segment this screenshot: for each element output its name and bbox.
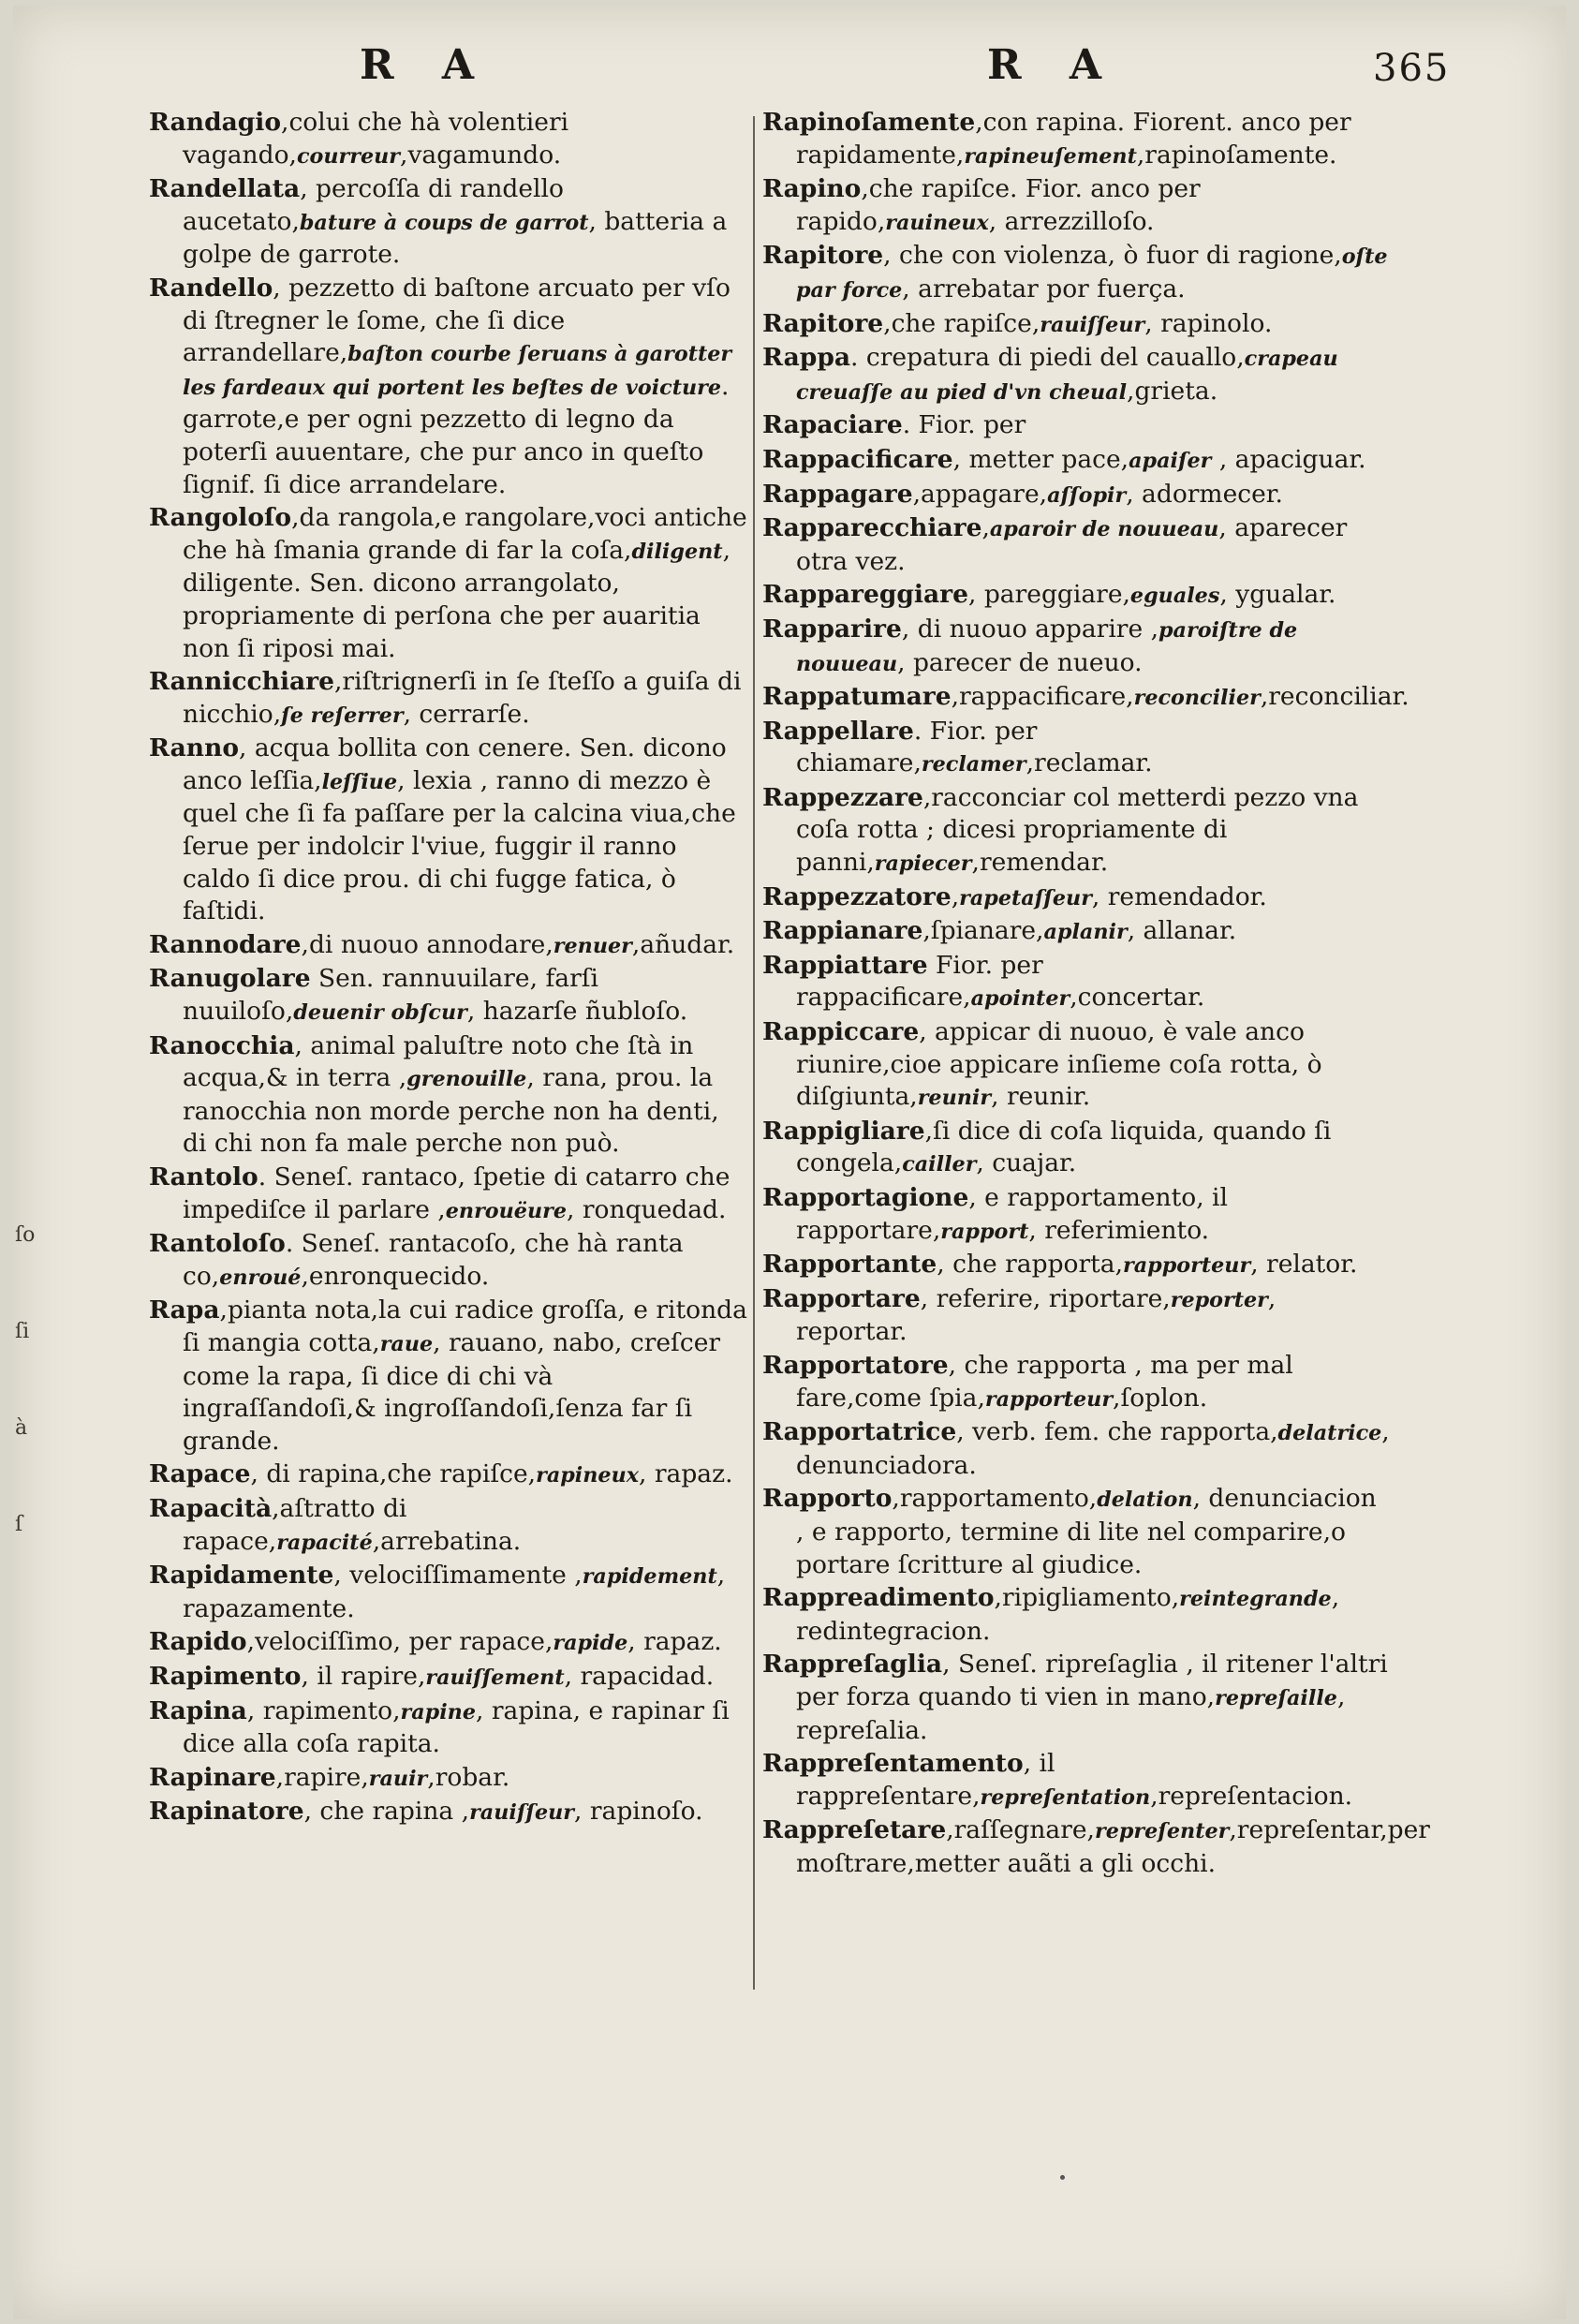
italian-definition: , il rapire, [301, 1661, 426, 1691]
dictionary-entry [762, 681, 1409, 715]
dictionary-entry [762, 512, 1390, 578]
spanish-equivalent: , rapaz. [627, 1627, 722, 1657]
spanish-equivalent: ,grieta. [1127, 376, 1218, 406]
margin-annotations [15, 1223, 71, 2066]
french-equivalent: cailler [902, 1152, 977, 1177]
french-equivalent: diligent [631, 539, 723, 564]
dictionary-entry [762, 1649, 1390, 1747]
spanish-equivalent: , rapina, e rapinar ſi dice alla coſa rapita. [183, 1695, 730, 1759]
spanish-equivalent: , cuajar. [976, 1148, 1077, 1178]
italian-definition: , percoſſa di randello aucetato, [183, 174, 564, 236]
dictionary-entry [762, 1483, 1390, 1581]
headword: Rapino [762, 174, 862, 204]
spanish-equivalent: ,añudar. [631, 929, 735, 959]
french-equivalent: rapineuſement [964, 143, 1137, 169]
french-equivalent: grenouille [406, 1067, 527, 1092]
headword: Rapacità [149, 1493, 273, 1523]
headword: Rappianare [762, 916, 923, 946]
french-equivalent: reintegrande [1179, 1587, 1332, 1612]
dictionary-entry [149, 929, 748, 963]
dictionary-entry [149, 1560, 748, 1625]
dictionary-entry [762, 1350, 1390, 1415]
dictionary-entry [149, 502, 748, 665]
italian-definition: ,ſpianare, [922, 916, 1044, 946]
italian-definition: ,raſſegnare, [946, 1815, 1095, 1845]
dictionary-entry [149, 1626, 748, 1660]
headword: Rapportatrice [762, 1417, 957, 1447]
spanish-equivalent: , rapinolo. [1144, 308, 1273, 338]
italian-definition: ,colui che hà volentieri vagando, [183, 108, 569, 170]
headword: Ranocchia [149, 1030, 295, 1060]
spanish-equivalent: ,repreſentar,per moſtrare,metter auãti a gli occhi. [796, 1815, 1430, 1878]
italian-definition: , referire, riportare, [920, 1283, 1171, 1313]
spanish-equivalent: ,reclamar. [1026, 748, 1153, 778]
spanish-equivalent: , rapazamente. [183, 1561, 726, 1623]
headword: Rappellare [762, 716, 914, 746]
french-equivalent: delatrice [1277, 1421, 1382, 1446]
french-equivalent: rapiecer [874, 851, 972, 877]
headword: Rappreſetare [762, 1815, 947, 1845]
margin-mark: ſi [15, 1320, 30, 1343]
spanish-equivalent: ,ſoplon. [1113, 1383, 1208, 1413]
spanish-equivalent: ,rapinoſamente. [1136, 140, 1337, 170]
italian-definition: , di rapina,che rapiſce, [250, 1459, 537, 1489]
headword: Rappezzare [762, 782, 923, 812]
dictionary-entry [762, 1249, 1390, 1282]
dictionary-entry [762, 782, 1390, 881]
dictionary-entry [762, 716, 1390, 781]
italian-definition: ,ripigliamento, [994, 1583, 1180, 1613]
french-equivalent: raue [379, 1331, 434, 1356]
spanish-equivalent: , rapinoſo. [574, 1797, 703, 1827]
french-equivalent: ſe reſerrer [281, 703, 404, 728]
italian-definition: Fior. per rappacificare, [796, 950, 1043, 1013]
spanish-equivalent: , hazarſe ñubloſo. [466, 997, 688, 1027]
french-equivalent: aparoir de nouueau [989, 517, 1219, 542]
headword: Rappa [762, 343, 851, 373]
spanish-equivalent: , rapaz. [639, 1459, 733, 1489]
headword: Rantoloſo [149, 1229, 286, 1259]
french-equivalent: repreſentation [980, 1784, 1151, 1810]
italian-definition: . Seneſ. rantacoſo, che hà ranta co, [183, 1229, 684, 1291]
left-column [149, 107, 748, 1830]
spanish-equivalent: , diligente. Sen. dicono arrangolato, propriamente di perſona che per auaritia non ſi riposi mai. [183, 535, 730, 663]
french-equivalent: rapacité [276, 1530, 373, 1555]
headword: Rapitore [762, 241, 884, 271]
spanish-equivalent: , relator. [1250, 1250, 1358, 1280]
dictionary-entry [762, 1182, 1390, 1248]
dictionary-entry [149, 666, 748, 732]
italian-definition: , rapimento, [246, 1695, 401, 1725]
spanish-equivalent: , remendador. [1091, 881, 1267, 911]
italian-definition: ,pianta nota,la cui radice groſſa, e ritonda ſi mangia cotta, [183, 1295, 747, 1357]
dictionary-entry [149, 1695, 748, 1761]
french-equivalent: rapide [553, 1631, 628, 1656]
french-equivalent: baſton courbe ſeruans à garotter les fardeaux qui portent les beſtes de voicture [183, 342, 732, 400]
dictionary-entry [762, 342, 1390, 408]
spanish-equivalent: , cerrarſe. [403, 699, 530, 729]
spanish-equivalent: ,vagamundo. [400, 140, 562, 170]
italian-definition: Sen. rannuuilare, farſi nuuiloſo, [183, 964, 599, 1027]
dictionary-entry [762, 1814, 1430, 1880]
headword: Rapinatore [149, 1797, 304, 1827]
headword: Rapimento [149, 1661, 302, 1691]
dictionary-entry [762, 479, 1390, 512]
headword: Rapparire [762, 614, 902, 644]
dictionary-entry [762, 614, 1390, 680]
spanish-equivalent: , reportar. [796, 1283, 1276, 1347]
dictionary-entry [762, 1416, 1390, 1482]
headword: Rangoloſo [149, 503, 292, 533]
italian-definition: ,velociſſimo, per rapace, [246, 1627, 553, 1657]
headword: Rapinare [149, 1762, 276, 1792]
right-column [762, 107, 1430, 1881]
headword: Rappigliare [762, 1116, 925, 1146]
italian-definition: . crepatura di piedi del cauallo, [850, 343, 1245, 373]
dictionary-entry [762, 1116, 1390, 1181]
dictionary-entry [149, 107, 748, 172]
dictionary-entry [762, 950, 1390, 1015]
margin-mark: ſo [15, 1223, 36, 1247]
italian-definition: , pareggiare, [967, 580, 1130, 610]
french-equivalent: enroué [219, 1265, 302, 1290]
french-equivalent: reconcilier [1133, 686, 1261, 711]
dictionary-entry [149, 1796, 748, 1829]
spanish-equivalent: , referimiento. [1028, 1215, 1210, 1245]
headword: Rapportagione [762, 1183, 969, 1212]
french-equivalent: reporter [1170, 1287, 1268, 1312]
headword: Randello [149, 273, 273, 303]
dictionary-entry [149, 1162, 748, 1227]
spanish-equivalent: , aparecer otra vez. [796, 513, 1348, 576]
italian-definition: ,da rangola,e rangolare,voci antiche che hà ſmania grande di far la coſa, [183, 503, 747, 565]
dictionary-entry [149, 173, 748, 272]
italian-definition: ,racconciar col metterdi pezzo vna coſa rotta ; dicesi propriamente di panni, [796, 782, 1359, 878]
spanish-equivalent: ,enronquecido. [301, 1261, 490, 1291]
spanish-equivalent: , arrebatar por fuerça. [902, 274, 1186, 303]
dictionary-entry [762, 1016, 1390, 1115]
dictionary-entry [149, 963, 748, 1029]
italian-definition: , pezzetto di baſtone arcuato per vſo di ſtregner le ſome, che ſi dice arrandellare, [183, 273, 730, 368]
dictionary-entry [149, 733, 748, 928]
headword: Rappatumare [762, 682, 952, 712]
italian-definition: ,che rapiſce, [883, 308, 1040, 338]
spanish-equivalent: . garrote,e per ogni pezzetto di legno da poterſi auuentare, che pur anco in queſto ſignif. ſi dice arrandelare. [183, 371, 730, 499]
italian-definition: ,rapportamento, [892, 1484, 1098, 1514]
dictionary-entry [149, 1228, 748, 1294]
dictionary-entry [149, 1493, 748, 1559]
italian-definition: , acqua bollita con cenere. Sen. dicono anco leſſia, [183, 733, 727, 795]
headword: Rantolo [149, 1162, 258, 1192]
italian-definition: ,ſi dice di coſa liquida, quando ſi congela, [796, 1116, 1332, 1178]
french-equivalent: enrouëure [445, 1198, 568, 1223]
headword: Rappiattare [762, 950, 928, 980]
headword: Rappareggiare [762, 580, 968, 610]
italian-definition: . Fior. per [902, 410, 1026, 440]
running-head-right: R A [987, 41, 1119, 89]
italian-definition: , [981, 513, 990, 543]
spanish-equivalent: ,reconciliar. [1260, 682, 1409, 712]
french-equivalent: reunir [917, 1086, 992, 1111]
french-equivalent: reclamer [921, 752, 1026, 777]
french-equivalent: leſſiue [321, 769, 398, 794]
headword: Randellata [149, 174, 301, 204]
headword: Rapina [149, 1695, 247, 1725]
french-equivalent: rapetaſſeur [959, 885, 1092, 910]
french-equivalent: rapporteur [1123, 1253, 1251, 1279]
italian-definition: , che rapina , [303, 1797, 470, 1827]
headword: Rapidamente [149, 1561, 334, 1591]
italian-definition: ,appagare, [912, 479, 1048, 509]
spanish-equivalent: , ronquedad. [567, 1194, 727, 1224]
spanish-equivalent: , lexia , ranno di mezzo è quel che ſi fa paſſare per la calcina viua,che ſerue per indolcir l'viue, fuggir il ranno caldo ſi dice prou. di chi fugge fatica, ò faſtidi. [183, 765, 736, 926]
headword: Rapportatore [762, 1350, 949, 1380]
dictionary-entry [762, 1582, 1390, 1648]
french-equivalent: rauiſſement [425, 1665, 565, 1690]
italian-definition: ,con rapina. Fiorent. anco per rapidamente, [796, 108, 1351, 170]
italian-definition: . Seneſ. rantaco, ſpetie di catarro che impediſce il parlare , [183, 1162, 730, 1224]
french-equivalent: repreſenter [1094, 1819, 1230, 1844]
headword: Rappagare [762, 479, 913, 509]
french-equivalent: apointer [970, 986, 1070, 1012]
headword: Rappreſaglia [762, 1650, 943, 1680]
dictionary-entry [762, 1748, 1390, 1813]
dictionary-entry [149, 273, 748, 501]
french-equivalent: aplanir [1043, 920, 1128, 945]
headword: Rapportare [762, 1283, 921, 1313]
headword: Rannicchiare [149, 667, 334, 697]
spanish-equivalent: , parecer de nueuo. [897, 647, 1143, 677]
italian-definition: ,riſtrignerſi in ſe ſteſſo a guiſa di nicchio, [183, 667, 742, 729]
french-equivalent: bature à coups de garrot [299, 210, 589, 235]
french-equivalent: courreur [296, 143, 401, 169]
italian-definition: , animal paluſtre noto che ſtà in acqua,& in terra , [183, 1030, 694, 1093]
headword: Rapparecchiare [762, 513, 982, 543]
spanish-equivalent: , rapacidad. [564, 1661, 715, 1691]
headword: Rannodare [149, 929, 302, 959]
headword: Rapportante [762, 1250, 937, 1280]
headword: Rappacificare [762, 444, 953, 474]
spanish-equivalent: , ygualar. [1219, 580, 1336, 610]
french-equivalent: crapeau creuaſſe au pied d'vn cheual [796, 347, 1338, 405]
headword: Rapporto [762, 1484, 893, 1514]
french-equivalent: rauiſſeur [469, 1800, 575, 1826]
page-number: 365 [1373, 47, 1451, 90]
italian-definition: ,che rapiſce. Fior. anco per rapido, [796, 174, 1201, 236]
headword: Ranno [149, 733, 240, 763]
french-equivalent: renuer [553, 933, 632, 958]
italian-definition: ,aſtratto di rapace, [183, 1493, 407, 1556]
italian-definition: , appicar di nuouo, è vale anco riunire,cioe appicare inſieme coſa rotta, ò diſgiunta, [796, 1017, 1322, 1112]
italian-definition: ,rappacificare, [951, 682, 1134, 712]
spanish-equivalent: , repreſalia. [796, 1681, 1346, 1745]
headword: Rapa [149, 1295, 220, 1325]
french-equivalent: rauiſſeur [1040, 312, 1145, 337]
spanish-equivalent: , arrezzilloſo. [988, 206, 1155, 236]
italian-definition: . Fior. per chiamare, [796, 716, 1038, 778]
french-equivalent: deuenir obſcur [293, 1000, 467, 1026]
italian-definition: , [951, 881, 960, 911]
spanish-equivalent: ,repreſentacion. [1150, 1781, 1353, 1811]
headword: Rapace [149, 1459, 251, 1489]
italian-definition: , il rappreſentare, [796, 1749, 1055, 1811]
spanish-equivalent: , allanar. [1127, 916, 1237, 946]
french-equivalent: rapport [940, 1219, 1029, 1244]
spanish-equivalent: ,remendar. [971, 848, 1109, 878]
french-equivalent: rapporteur [984, 1386, 1114, 1412]
spanish-equivalent: , reunir. [991, 1082, 1091, 1112]
headword: Rappreſentamento [762, 1749, 1024, 1779]
dictionary-entry [762, 915, 1390, 949]
dictionary-entry [762, 173, 1390, 239]
dictionary-page [13, 6, 1566, 2319]
french-equivalent: oſte par force [796, 244, 1388, 303]
spanish-equivalent: , batteria a golpe de garrote. [183, 206, 728, 270]
french-equivalent: delation [1097, 1488, 1193, 1513]
italian-definition: , verb. fem. che rapporta, [956, 1417, 1278, 1447]
headword: Rapinoſamente [762, 108, 976, 137]
dictionary-entry [149, 1762, 748, 1796]
french-equivalent: apaiſer [1129, 448, 1212, 473]
spanish-equivalent: , rana, prou. la ranocchia non morde perche non ha denti, di chi non fa male perche non può. [183, 1063, 719, 1159]
italian-definition: , velociſſimamente , [333, 1561, 583, 1591]
headword: Rappezzatore [762, 881, 952, 911]
french-equivalent: rapidement [582, 1564, 717, 1590]
italian-definition: , che con violenza, ò fuor di ragione, [883, 241, 1342, 271]
running-head-left: R A [360, 41, 492, 89]
dictionary-entry [149, 1295, 748, 1458]
dictionary-entry [762, 308, 1390, 342]
italian-definition: , di nuouo apparire , [901, 614, 1158, 644]
italian-definition: , che rapporta , ma per mal fare,come ſpia, [796, 1350, 1293, 1413]
french-equivalent: rauineux [885, 210, 989, 235]
dictionary-entry [762, 1283, 1390, 1349]
spanish-equivalent: , denunciadora. [796, 1417, 1390, 1480]
french-equivalent: eguales [1129, 584, 1220, 609]
dictionary-entry [149, 1458, 748, 1492]
margin-mark: ſ [15, 1513, 23, 1536]
ink-dot [1060, 2175, 1065, 2180]
italian-definition: ,di nuouo annodare, [301, 929, 553, 959]
dictionary-entry [762, 579, 1390, 613]
spanish-equivalent: , redintegracion. [796, 1583, 1340, 1646]
italian-definition: , Seneſ. ripreſaglia , il ritener l'altri per forza quando ti vien in mano, [796, 1650, 1388, 1711]
headword: Rapido [149, 1627, 247, 1657]
column-divider [753, 116, 755, 1990]
spanish-equivalent: ,robar. [427, 1762, 510, 1792]
french-equivalent: rapineux [536, 1463, 640, 1488]
headword: Rapitore [762, 308, 884, 338]
french-equivalent: rauir [368, 1766, 428, 1791]
headword: Rappiccare [762, 1017, 920, 1047]
spanish-equivalent: ,arrebatina. [372, 1526, 522, 1556]
headword: Rapaciare [762, 410, 903, 440]
french-equivalent: rapine [400, 1699, 476, 1724]
french-equivalent: repreſaille [1215, 1685, 1337, 1710]
french-equivalent: aſſopir [1047, 482, 1127, 508]
italian-definition: , metter pace, [952, 444, 1129, 474]
spanish-equivalent: , adormecer. [1126, 479, 1283, 509]
headword: Ranugolare [149, 964, 311, 994]
dictionary-entry [149, 1030, 748, 1161]
italian-definition: ,rapire, [275, 1762, 369, 1792]
spanish-equivalent: , rauano, nabo, creſcer come la rapa, ſi dice di chi và ingraſſandoſi,& ingroſſandoſi,ſenza far ſi grande. [183, 1327, 721, 1456]
italian-definition: , e rapportamento, il rapportare, [796, 1183, 1229, 1245]
headword: Randagio [149, 108, 282, 137]
dictionary-entry [149, 1661, 748, 1695]
spanish-equivalent: , denunciacion , e rapporto, termine di lite nel comparire,o portare ſcritture al giudice. [796, 1484, 1377, 1579]
dictionary-entry [762, 107, 1390, 172]
dictionary-entry [762, 444, 1390, 478]
spanish-equivalent: , apaciguar. [1211, 444, 1366, 474]
dictionary-entry [762, 881, 1390, 915]
dictionary-entry [762, 409, 1390, 443]
french-equivalent: paroiſtre de nouueau [796, 617, 1298, 676]
italian-definition: , che rapporta, [937, 1250, 1124, 1280]
headword: Rappreadimento [762, 1583, 995, 1613]
spanish-equivalent: ,concertar. [1070, 983, 1205, 1013]
dictionary-entry [762, 240, 1390, 306]
margin-mark: à [15, 1416, 28, 1440]
